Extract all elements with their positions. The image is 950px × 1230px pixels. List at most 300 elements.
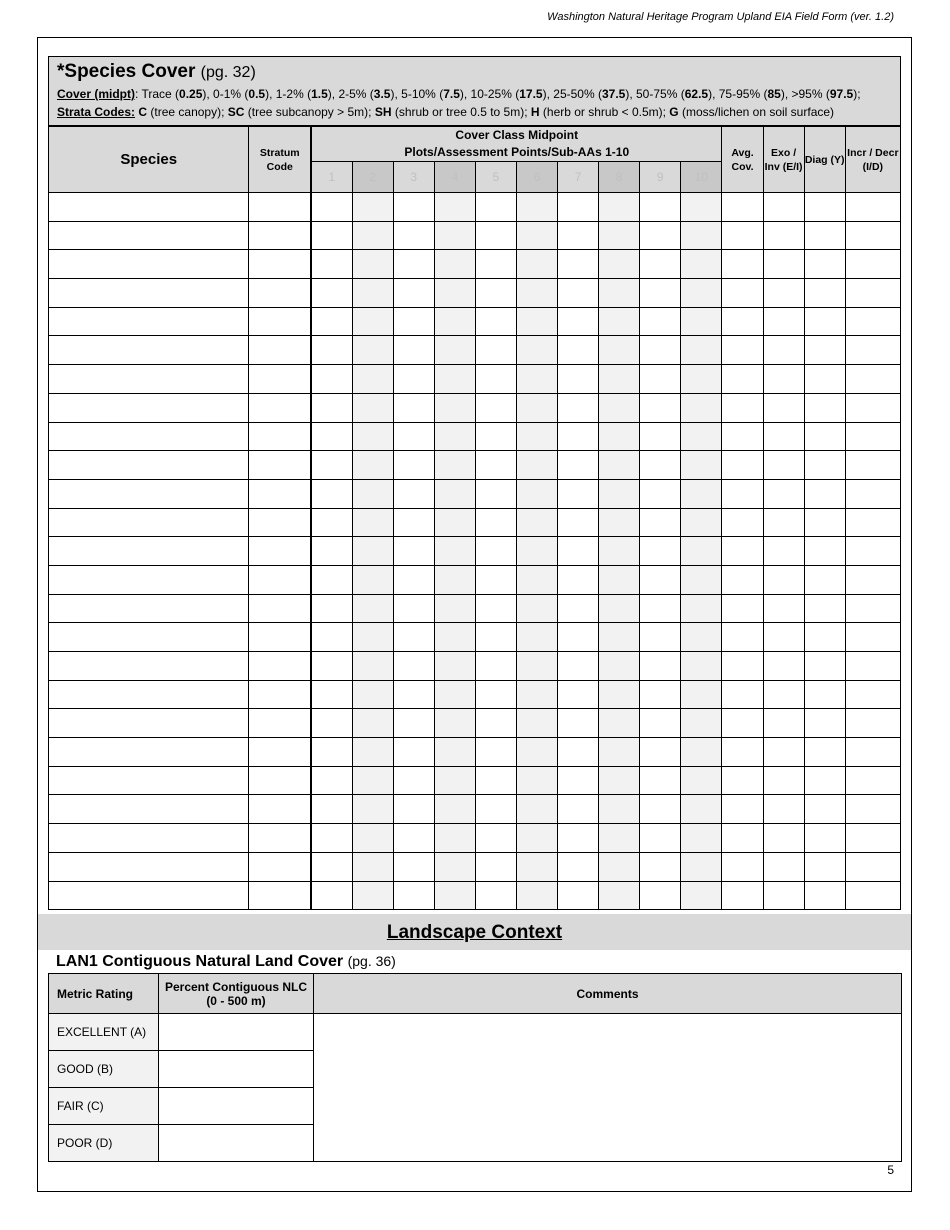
plot-cover-cell[interactable] — [640, 307, 681, 336]
plot-cover-cell[interactable] — [434, 738, 475, 767]
incr-decr-cell[interactable] — [845, 623, 900, 652]
species-cell[interactable] — [49, 594, 249, 623]
plot-cover-cell[interactable] — [640, 508, 681, 537]
avg-cov-cell[interactable] — [722, 193, 763, 222]
plot-cover-cell[interactable] — [393, 451, 434, 480]
plot-cover-cell[interactable] — [516, 479, 557, 508]
species-cell[interactable] — [49, 193, 249, 222]
stratum-cell[interactable] — [249, 365, 311, 394]
plot-cover-cell[interactable] — [516, 795, 557, 824]
plot-cover-cell[interactable] — [311, 193, 352, 222]
plot-cover-cell[interactable] — [640, 824, 681, 853]
plot-cover-cell[interactable] — [311, 479, 352, 508]
plot-cover-cell[interactable] — [640, 422, 681, 451]
plot-cover-cell[interactable] — [599, 652, 640, 681]
exo-inv-cell[interactable] — [763, 623, 804, 652]
plot-cover-cell[interactable] — [311, 565, 352, 594]
plot-cover-cell[interactable] — [640, 279, 681, 308]
plot-cover-cell[interactable] — [558, 766, 599, 795]
plot-cover-cell[interactable] — [311, 250, 352, 279]
exo-inv-cell[interactable] — [763, 250, 804, 279]
plot-cover-cell[interactable] — [393, 537, 434, 566]
stratum-cell[interactable] — [249, 680, 311, 709]
plot-cover-cell[interactable] — [640, 881, 681, 910]
avg-cov-cell[interactable] — [722, 537, 763, 566]
plot-cover-cell[interactable] — [558, 738, 599, 767]
species-cell[interactable] — [49, 795, 249, 824]
stratum-cell[interactable] — [249, 738, 311, 767]
avg-cov-cell[interactable] — [722, 881, 763, 910]
plot-cover-cell[interactable] — [599, 307, 640, 336]
avg-cov-cell[interactable] — [722, 279, 763, 308]
plot-cover-cell[interactable] — [681, 508, 722, 537]
exo-inv-cell[interactable] — [763, 508, 804, 537]
stratum-cell[interactable] — [249, 709, 311, 738]
species-cell[interactable] — [49, 709, 249, 738]
plot-cover-cell[interactable] — [640, 709, 681, 738]
incr-decr-cell[interactable] — [845, 508, 900, 537]
percent-contiguous-cell[interactable] — [159, 1051, 314, 1088]
diag-cell[interactable] — [804, 451, 845, 480]
plot-cover-cell[interactable] — [558, 221, 599, 250]
plot-cover-cell[interactable] — [311, 279, 352, 308]
incr-decr-cell[interactable] — [845, 451, 900, 480]
stratum-cell[interactable] — [249, 594, 311, 623]
species-cell[interactable] — [49, 336, 249, 365]
plot-cover-cell[interactable] — [352, 652, 393, 681]
diag-cell[interactable] — [804, 365, 845, 394]
stratum-cell[interactable] — [249, 508, 311, 537]
plot-cover-cell[interactable] — [434, 881, 475, 910]
plot-cover-cell[interactable] — [599, 680, 640, 709]
stratum-cell[interactable] — [249, 565, 311, 594]
plot-cover-cell[interactable] — [352, 279, 393, 308]
diag-cell[interactable] — [804, 824, 845, 853]
plot-cover-cell[interactable] — [352, 709, 393, 738]
plot-cover-cell[interactable] — [352, 221, 393, 250]
plot-cover-cell[interactable] — [434, 307, 475, 336]
diag-cell[interactable] — [804, 279, 845, 308]
incr-decr-cell[interactable] — [845, 422, 900, 451]
plot-cover-cell[interactable] — [599, 623, 640, 652]
plot-cover-cell[interactable] — [393, 594, 434, 623]
species-cell[interactable] — [49, 824, 249, 853]
plot-cover-cell[interactable] — [475, 451, 516, 480]
plot-cover-cell[interactable] — [393, 766, 434, 795]
plot-cover-cell[interactable] — [516, 824, 557, 853]
plot-cover-cell[interactable] — [516, 365, 557, 394]
plot-cover-cell[interactable] — [681, 479, 722, 508]
species-cell[interactable] — [49, 537, 249, 566]
plot-cover-cell[interactable] — [311, 221, 352, 250]
stratum-cell[interactable] — [249, 193, 311, 222]
plot-cover-cell[interactable] — [681, 422, 722, 451]
plot-cover-cell[interactable] — [681, 766, 722, 795]
plot-cover-cell[interactable] — [599, 795, 640, 824]
exo-inv-cell[interactable] — [763, 824, 804, 853]
plot-cover-cell[interactable] — [599, 365, 640, 394]
avg-cov-cell[interactable] — [722, 795, 763, 824]
plot-cover-cell[interactable] — [681, 451, 722, 480]
plot-cover-cell[interactable] — [558, 852, 599, 881]
plot-cover-cell[interactable] — [516, 508, 557, 537]
plot-cover-cell[interactable] — [558, 451, 599, 480]
plot-cover-cell[interactable] — [681, 221, 722, 250]
stratum-cell[interactable] — [249, 623, 311, 652]
plot-cover-cell[interactable] — [599, 766, 640, 795]
plot-cover-cell[interactable] — [640, 336, 681, 365]
plot-cover-cell[interactable] — [599, 881, 640, 910]
stratum-cell[interactable] — [249, 479, 311, 508]
species-cell[interactable] — [49, 881, 249, 910]
diag-cell[interactable] — [804, 680, 845, 709]
stratum-cell[interactable] — [249, 824, 311, 853]
plot-cover-cell[interactable] — [516, 422, 557, 451]
plot-cover-cell[interactable] — [475, 623, 516, 652]
plot-cover-cell[interactable] — [558, 336, 599, 365]
plot-cover-cell[interactable] — [393, 623, 434, 652]
plot-cover-cell[interactable] — [599, 451, 640, 480]
plot-cover-cell[interactable] — [434, 824, 475, 853]
plot-cover-cell[interactable] — [558, 680, 599, 709]
plot-cover-cell[interactable] — [311, 709, 352, 738]
plot-cover-cell[interactable] — [558, 824, 599, 853]
diag-cell[interactable] — [804, 795, 845, 824]
plot-cover-cell[interactable] — [558, 565, 599, 594]
incr-decr-cell[interactable] — [845, 824, 900, 853]
plot-cover-cell[interactable] — [393, 422, 434, 451]
plot-cover-cell[interactable] — [475, 852, 516, 881]
avg-cov-cell[interactable] — [722, 393, 763, 422]
plot-cover-cell[interactable] — [516, 250, 557, 279]
plot-cover-cell[interactable] — [516, 852, 557, 881]
stratum-cell[interactable] — [249, 393, 311, 422]
plot-cover-cell[interactable] — [475, 307, 516, 336]
plot-cover-cell[interactable] — [599, 336, 640, 365]
plot-cover-cell[interactable] — [681, 852, 722, 881]
plot-cover-cell[interactable] — [434, 594, 475, 623]
species-cell[interactable] — [49, 565, 249, 594]
plot-cover-cell[interactable] — [516, 881, 557, 910]
plot-cover-cell[interactable] — [434, 508, 475, 537]
plot-cover-cell[interactable] — [475, 738, 516, 767]
species-cell[interactable] — [49, 365, 249, 394]
plot-cover-cell[interactable] — [640, 738, 681, 767]
diag-cell[interactable] — [804, 881, 845, 910]
plot-cover-cell[interactable] — [352, 393, 393, 422]
avg-cov-cell[interactable] — [722, 250, 763, 279]
incr-decr-cell[interactable] — [845, 336, 900, 365]
plot-cover-cell[interactable] — [599, 508, 640, 537]
plot-cover-cell[interactable] — [352, 565, 393, 594]
plot-cover-cell[interactable] — [352, 795, 393, 824]
incr-decr-cell[interactable] — [845, 738, 900, 767]
plot-cover-cell[interactable] — [558, 479, 599, 508]
plot-cover-cell[interactable] — [393, 307, 434, 336]
plot-cover-cell[interactable] — [311, 422, 352, 451]
plot-cover-cell[interactable] — [393, 479, 434, 508]
exo-inv-cell[interactable] — [763, 193, 804, 222]
incr-decr-cell[interactable] — [845, 479, 900, 508]
plot-cover-cell[interactable] — [516, 336, 557, 365]
exo-inv-cell[interactable] — [763, 221, 804, 250]
plot-cover-cell[interactable] — [681, 594, 722, 623]
plot-cover-cell[interactable] — [434, 422, 475, 451]
incr-decr-cell[interactable] — [845, 881, 900, 910]
plot-cover-cell[interactable] — [516, 279, 557, 308]
plot-cover-cell[interactable] — [352, 881, 393, 910]
plot-cover-cell[interactable] — [475, 336, 516, 365]
plot-cover-cell[interactable] — [393, 680, 434, 709]
plot-cover-cell[interactable] — [352, 738, 393, 767]
percent-contiguous-cell[interactable] — [159, 1014, 314, 1051]
plot-cover-cell[interactable] — [434, 623, 475, 652]
plot-cover-cell[interactable] — [393, 652, 434, 681]
plot-cover-cell[interactable] — [640, 795, 681, 824]
plot-cover-cell[interactable] — [599, 422, 640, 451]
diag-cell[interactable] — [804, 508, 845, 537]
incr-decr-cell[interactable] — [845, 193, 900, 222]
plot-cover-cell[interactable] — [393, 279, 434, 308]
avg-cov-cell[interactable] — [722, 594, 763, 623]
plot-cover-cell[interactable] — [393, 250, 434, 279]
exo-inv-cell[interactable] — [763, 881, 804, 910]
plot-cover-cell[interactable] — [393, 221, 434, 250]
plot-cover-cell[interactable] — [681, 365, 722, 394]
plot-cover-cell[interactable] — [681, 336, 722, 365]
plot-cover-cell[interactable] — [393, 336, 434, 365]
avg-cov-cell[interactable] — [722, 422, 763, 451]
plot-cover-cell[interactable] — [475, 393, 516, 422]
plot-cover-cell[interactable] — [475, 680, 516, 709]
plot-cover-cell[interactable] — [599, 565, 640, 594]
plot-cover-cell[interactable] — [393, 393, 434, 422]
exo-inv-cell[interactable] — [763, 852, 804, 881]
plot-cover-cell[interactable] — [475, 766, 516, 795]
stratum-cell[interactable] — [249, 279, 311, 308]
plot-cover-cell[interactable] — [558, 508, 599, 537]
plot-cover-cell[interactable] — [516, 594, 557, 623]
plot-cover-cell[interactable] — [558, 307, 599, 336]
diag-cell[interactable] — [804, 623, 845, 652]
diag-cell[interactable] — [804, 537, 845, 566]
plot-cover-cell[interactable] — [681, 709, 722, 738]
diag-cell[interactable] — [804, 565, 845, 594]
plot-cover-cell[interactable] — [352, 451, 393, 480]
percent-contiguous-cell[interactable] — [159, 1088, 314, 1125]
plot-cover-cell[interactable] — [475, 279, 516, 308]
plot-cover-cell[interactable] — [681, 623, 722, 652]
plot-cover-cell[interactable] — [434, 250, 475, 279]
plot-cover-cell[interactable] — [352, 537, 393, 566]
plot-cover-cell[interactable] — [434, 795, 475, 824]
plot-cover-cell[interactable] — [681, 881, 722, 910]
stratum-cell[interactable] — [249, 221, 311, 250]
exo-inv-cell[interactable] — [763, 795, 804, 824]
plot-cover-cell[interactable] — [640, 623, 681, 652]
incr-decr-cell[interactable] — [845, 250, 900, 279]
plot-cover-cell[interactable] — [393, 795, 434, 824]
plot-cover-cell[interactable] — [558, 881, 599, 910]
plot-cover-cell[interactable] — [516, 623, 557, 652]
species-cell[interactable] — [49, 250, 249, 279]
plot-cover-cell[interactable] — [311, 824, 352, 853]
plot-cover-cell[interactable] — [311, 365, 352, 394]
species-cell[interactable] — [49, 479, 249, 508]
avg-cov-cell[interactable] — [722, 307, 763, 336]
species-cell[interactable] — [49, 766, 249, 795]
exo-inv-cell[interactable] — [763, 336, 804, 365]
plot-cover-cell[interactable] — [681, 824, 722, 853]
stratum-cell[interactable] — [249, 766, 311, 795]
plot-cover-cell[interactable] — [599, 393, 640, 422]
stratum-cell[interactable] — [249, 451, 311, 480]
plot-cover-cell[interactable] — [599, 594, 640, 623]
plot-cover-cell[interactable] — [434, 652, 475, 681]
avg-cov-cell[interactable] — [722, 623, 763, 652]
plot-cover-cell[interactable] — [640, 537, 681, 566]
plot-cover-cell[interactable] — [640, 652, 681, 681]
plot-cover-cell[interactable] — [516, 766, 557, 795]
plot-cover-cell[interactable] — [681, 307, 722, 336]
exo-inv-cell[interactable] — [763, 422, 804, 451]
plot-cover-cell[interactable] — [475, 709, 516, 738]
plot-cover-cell[interactable] — [599, 738, 640, 767]
species-cell[interactable] — [49, 393, 249, 422]
plot-cover-cell[interactable] — [599, 250, 640, 279]
plot-cover-cell[interactable] — [599, 221, 640, 250]
plot-cover-cell[interactable] — [311, 594, 352, 623]
exo-inv-cell[interactable] — [763, 365, 804, 394]
plot-cover-cell[interactable] — [516, 680, 557, 709]
plot-cover-cell[interactable] — [558, 594, 599, 623]
plot-cover-cell[interactable] — [681, 393, 722, 422]
plot-cover-cell[interactable] — [434, 193, 475, 222]
plot-cover-cell[interactable] — [558, 709, 599, 738]
plot-cover-cell[interactable] — [558, 250, 599, 279]
plot-cover-cell[interactable] — [599, 479, 640, 508]
plot-cover-cell[interactable] — [434, 451, 475, 480]
avg-cov-cell[interactable] — [722, 508, 763, 537]
exo-inv-cell[interactable] — [763, 279, 804, 308]
diag-cell[interactable] — [804, 193, 845, 222]
plot-cover-cell[interactable] — [352, 250, 393, 279]
diag-cell[interactable] — [804, 709, 845, 738]
plot-cover-cell[interactable] — [393, 508, 434, 537]
exo-inv-cell[interactable] — [763, 680, 804, 709]
plot-cover-cell[interactable] — [475, 221, 516, 250]
exo-inv-cell[interactable] — [763, 307, 804, 336]
plot-cover-cell[interactable] — [311, 795, 352, 824]
exo-inv-cell[interactable] — [763, 451, 804, 480]
plot-cover-cell[interactable] — [311, 336, 352, 365]
plot-cover-cell[interactable] — [434, 537, 475, 566]
plot-cover-cell[interactable] — [311, 881, 352, 910]
incr-decr-cell[interactable] — [845, 365, 900, 394]
plot-cover-cell[interactable] — [640, 250, 681, 279]
plot-cover-cell[interactable] — [393, 193, 434, 222]
incr-decr-cell[interactable] — [845, 565, 900, 594]
plot-cover-cell[interactable] — [599, 709, 640, 738]
plot-cover-cell[interactable] — [599, 824, 640, 853]
plot-cover-cell[interactable] — [393, 709, 434, 738]
plot-cover-cell[interactable] — [681, 279, 722, 308]
plot-cover-cell[interactable] — [516, 451, 557, 480]
stratum-cell[interactable] — [249, 250, 311, 279]
plot-cover-cell[interactable] — [640, 680, 681, 709]
plot-cover-cell[interactable] — [434, 852, 475, 881]
species-cell[interactable] — [49, 279, 249, 308]
plot-cover-cell[interactable] — [434, 279, 475, 308]
plot-cover-cell[interactable] — [393, 565, 434, 594]
stratum-cell[interactable] — [249, 852, 311, 881]
incr-decr-cell[interactable] — [845, 795, 900, 824]
species-cell[interactable] — [49, 508, 249, 537]
plot-cover-cell[interactable] — [681, 680, 722, 709]
plot-cover-cell[interactable] — [434, 680, 475, 709]
avg-cov-cell[interactable] — [722, 852, 763, 881]
species-cell[interactable] — [49, 451, 249, 480]
plot-cover-cell[interactable] — [558, 279, 599, 308]
stratum-cell[interactable] — [249, 881, 311, 910]
plot-cover-cell[interactable] — [516, 307, 557, 336]
plot-cover-cell[interactable] — [311, 393, 352, 422]
plot-cover-cell[interactable] — [516, 393, 557, 422]
plot-cover-cell[interactable] — [640, 852, 681, 881]
plot-cover-cell[interactable] — [311, 766, 352, 795]
plot-cover-cell[interactable] — [599, 193, 640, 222]
diag-cell[interactable] — [804, 766, 845, 795]
plot-cover-cell[interactable] — [352, 623, 393, 652]
avg-cov-cell[interactable] — [722, 738, 763, 767]
exo-inv-cell[interactable] — [763, 479, 804, 508]
species-cell[interactable] — [49, 680, 249, 709]
incr-decr-cell[interactable] — [845, 279, 900, 308]
incr-decr-cell[interactable] — [845, 537, 900, 566]
plot-cover-cell[interactable] — [434, 221, 475, 250]
plot-cover-cell[interactable] — [434, 565, 475, 594]
plot-cover-cell[interactable] — [475, 824, 516, 853]
exo-inv-cell[interactable] — [763, 766, 804, 795]
plot-cover-cell[interactable] — [311, 451, 352, 480]
incr-decr-cell[interactable] — [845, 709, 900, 738]
plot-cover-cell[interactable] — [640, 451, 681, 480]
incr-decr-cell[interactable] — [845, 766, 900, 795]
plot-cover-cell[interactable] — [352, 680, 393, 709]
exo-inv-cell[interactable] — [763, 565, 804, 594]
percent-contiguous-cell[interactable] — [159, 1125, 314, 1162]
plot-cover-cell[interactable] — [393, 824, 434, 853]
plot-cover-cell[interactable] — [681, 795, 722, 824]
plot-cover-cell[interactable] — [599, 279, 640, 308]
plot-cover-cell[interactable] — [434, 365, 475, 394]
plot-cover-cell[interactable] — [681, 537, 722, 566]
plot-cover-cell[interactable] — [640, 365, 681, 394]
plot-cover-cell[interactable] — [352, 479, 393, 508]
plot-cover-cell[interactable] — [640, 221, 681, 250]
incr-decr-cell[interactable] — [845, 680, 900, 709]
stratum-cell[interactable] — [249, 422, 311, 451]
avg-cov-cell[interactable] — [722, 652, 763, 681]
avg-cov-cell[interactable] — [722, 451, 763, 480]
diag-cell[interactable] — [804, 250, 845, 279]
exo-inv-cell[interactable] — [763, 393, 804, 422]
plot-cover-cell[interactable] — [516, 193, 557, 222]
incr-decr-cell[interactable] — [845, 307, 900, 336]
plot-cover-cell[interactable] — [516, 652, 557, 681]
plot-cover-cell[interactable] — [434, 479, 475, 508]
plot-cover-cell[interactable] — [311, 623, 352, 652]
